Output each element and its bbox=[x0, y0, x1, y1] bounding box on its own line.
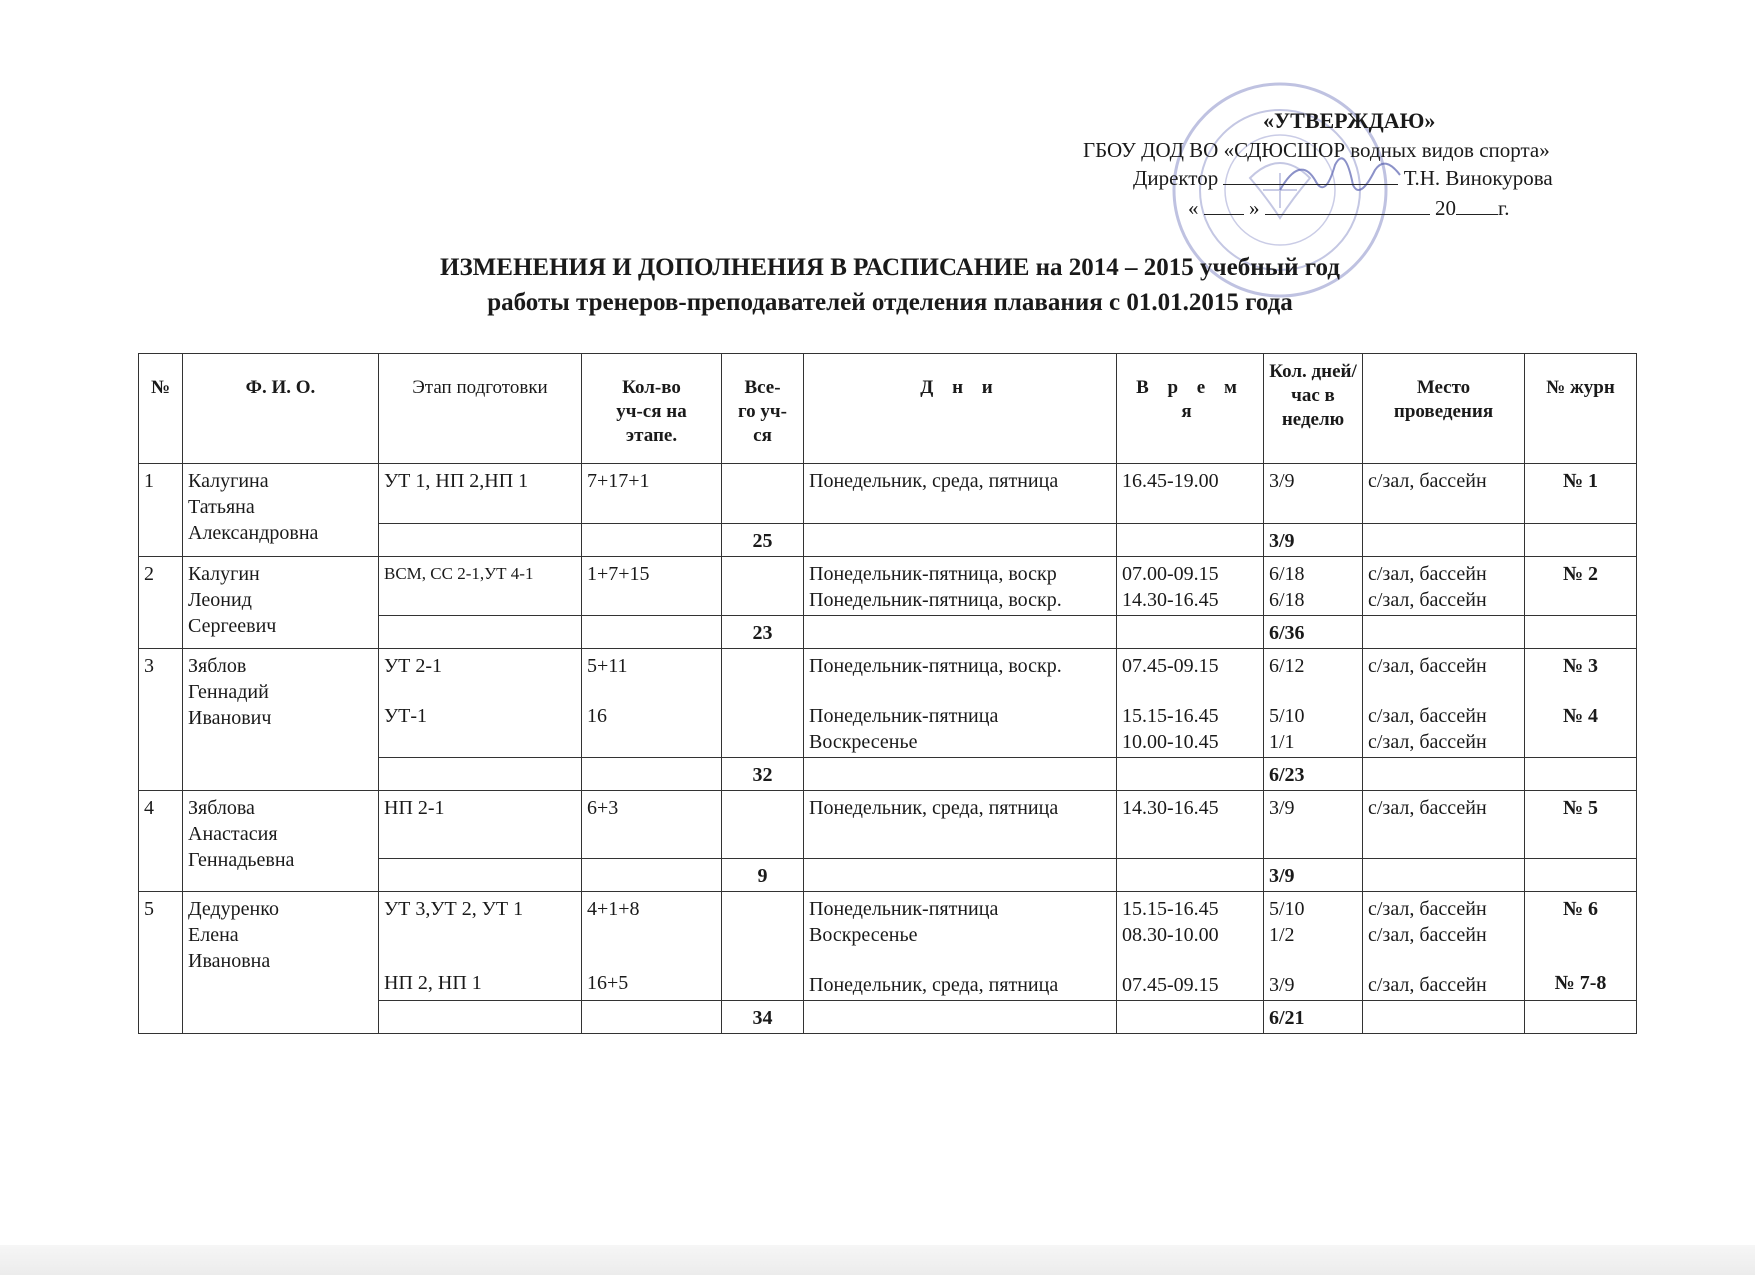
cell-time bbox=[1117, 557, 1264, 616]
name-line: Зяблова bbox=[188, 797, 255, 819]
total-cell-journal bbox=[1525, 524, 1637, 557]
days-line: Понедельник-пятница, воскр bbox=[809, 563, 1057, 585]
header-fio: Ф. И. О. bbox=[183, 354, 379, 464]
total-cell-count bbox=[582, 859, 722, 892]
table-header-row bbox=[139, 354, 1637, 464]
cell-journal bbox=[1525, 791, 1637, 859]
total-cell-time bbox=[1117, 859, 1264, 892]
cell-count bbox=[582, 892, 722, 1001]
total-cell-count bbox=[582, 616, 722, 649]
total-cell-journal bbox=[1525, 758, 1637, 791]
cell-place bbox=[1363, 892, 1525, 1001]
cell-time bbox=[1117, 464, 1264, 524]
place-line: с/зал, бассейн bbox=[1368, 563, 1487, 585]
name-line: Калугина bbox=[188, 470, 269, 492]
total-cell-count bbox=[582, 524, 722, 557]
table-body bbox=[139, 464, 1637, 1034]
date-open-quote: « bbox=[1188, 196, 1199, 220]
total-cell-time bbox=[1117, 758, 1264, 791]
journal-line: № 7-8 bbox=[1554, 972, 1607, 994]
time-line: 14.30-16.45 bbox=[1122, 589, 1219, 611]
cell-count bbox=[582, 464, 722, 524]
stage-line: УТ 3,УТ 2, УТ 1 bbox=[384, 898, 524, 920]
place-line: с/зал, бассейн bbox=[1368, 705, 1487, 727]
dh-line: 6/12 bbox=[1269, 655, 1305, 677]
journal-line: № 4 bbox=[1562, 705, 1599, 727]
schedule-table bbox=[138, 353, 1637, 1034]
stage-line: ВСМ, СС 2-1,УТ 4-1 bbox=[384, 564, 534, 583]
dh-line: 6/18 bbox=[1269, 589, 1305, 611]
stage-line: НП 2-1 bbox=[384, 797, 445, 819]
total-cell-stage bbox=[379, 524, 582, 557]
total-cell-count bbox=[582, 1001, 722, 1034]
time-line bbox=[1122, 948, 1258, 972]
total-cell-place bbox=[1363, 758, 1525, 791]
year-prefix: 20 bbox=[1435, 196, 1456, 220]
day-line bbox=[1204, 196, 1244, 215]
place-line bbox=[1368, 948, 1519, 972]
total-cell-journal bbox=[1525, 859, 1637, 892]
table-row bbox=[139, 791, 1637, 859]
cell-stage bbox=[379, 649, 582, 758]
total-cell-journal bbox=[1525, 1001, 1637, 1034]
count-line bbox=[587, 922, 716, 946]
days-line: Понедельник, среда, пятница bbox=[809, 797, 1059, 819]
journal-line: № 1 bbox=[1562, 470, 1599, 492]
cell-total bbox=[722, 464, 804, 524]
place-line: с/зал, бассейн bbox=[1368, 655, 1487, 677]
cell-place bbox=[1363, 791, 1525, 859]
days-line: Понедельник-пятница bbox=[809, 705, 999, 727]
place-line: с/зал, бассейн bbox=[1368, 898, 1487, 920]
total-cell-stage bbox=[379, 616, 582, 649]
table-row bbox=[139, 649, 1637, 758]
count-line bbox=[587, 679, 716, 703]
header-total: Все- го уч-ся bbox=[722, 354, 804, 464]
dh-line: 1/2 bbox=[1269, 924, 1295, 946]
header-journal: № журн bbox=[1525, 354, 1637, 464]
dh-line: 5/10 bbox=[1269, 705, 1305, 727]
signature-line bbox=[1223, 166, 1398, 185]
dh-line bbox=[1269, 948, 1357, 972]
total-cell-journal bbox=[1525, 616, 1637, 649]
total-cell-days bbox=[804, 758, 1117, 791]
name-line: Александровна bbox=[188, 522, 319, 544]
time-line: 15.15-16.45 bbox=[1122, 705, 1219, 727]
journal-line bbox=[1530, 679, 1631, 703]
total-cell-time bbox=[1117, 1001, 1264, 1034]
cell-place bbox=[1363, 464, 1525, 524]
cell-dh bbox=[1264, 557, 1363, 616]
name-line: Зяблов bbox=[188, 655, 247, 677]
name-line: Иванович bbox=[188, 707, 272, 729]
days-line: Понедельник, среда, пятница bbox=[809, 974, 1059, 996]
cell-name bbox=[183, 791, 379, 892]
cell-total bbox=[722, 649, 804, 758]
total-cell-dh: 6/36 bbox=[1264, 616, 1363, 649]
name-line: Анастасия bbox=[188, 823, 278, 845]
count-line: 16+5 bbox=[587, 972, 629, 994]
cell-num: 2 bbox=[139, 557, 183, 649]
place-line: с/зал, бассейн bbox=[1368, 731, 1487, 753]
time-line: 07.45-09.15 bbox=[1122, 974, 1219, 996]
time-line: 07.45-09.15 bbox=[1122, 655, 1219, 677]
cell-count bbox=[582, 791, 722, 859]
name-line: Ивановна bbox=[188, 950, 271, 972]
journal-line: № 6 bbox=[1562, 898, 1599, 920]
cell-journal bbox=[1525, 649, 1637, 758]
total-cell-total: 9 bbox=[722, 859, 804, 892]
days-line bbox=[809, 679, 1111, 703]
total-cell-count bbox=[582, 758, 722, 791]
director-name: Т.Н. Винокурова bbox=[1403, 166, 1553, 190]
total-cell-total: 32 bbox=[722, 758, 804, 791]
approval-title: «УТВЕРЖДАЮ» bbox=[1263, 108, 1436, 133]
cell-days bbox=[804, 464, 1117, 524]
dh-line: 3/9 bbox=[1269, 470, 1295, 492]
place-line bbox=[1368, 679, 1519, 703]
time-line: 10.00-10.45 bbox=[1122, 731, 1219, 753]
total-cell-dh: 3/9 bbox=[1264, 524, 1363, 557]
dh-line: 5/10 bbox=[1269, 898, 1305, 920]
total-cell-stage bbox=[379, 859, 582, 892]
cell-stage bbox=[379, 892, 582, 1001]
document-subtitle: работы тренеров-преподавателей отделения плавания с 01.01.2015 года bbox=[487, 289, 1293, 316]
table-row bbox=[139, 892, 1637, 1001]
cell-time bbox=[1117, 649, 1264, 758]
total-cell-stage bbox=[379, 758, 582, 791]
approval-org: ГБОУ ДОД ВО «СДЮСШОР водных видов спорта» bbox=[1083, 138, 1550, 162]
date-close-quote: » bbox=[1249, 196, 1260, 220]
cell-dh bbox=[1264, 892, 1363, 1001]
cell-days bbox=[804, 649, 1117, 758]
days-line: Понедельник-пятница, воскр. bbox=[809, 655, 1062, 677]
count-line bbox=[587, 946, 716, 970]
cell-count bbox=[582, 649, 722, 758]
name-line: Леонид bbox=[188, 589, 252, 611]
journal-line: № 5 bbox=[1562, 797, 1599, 819]
cell-journal bbox=[1525, 464, 1637, 524]
days-line: Понедельник, среда, пятница bbox=[809, 470, 1059, 492]
total-cell-stage bbox=[379, 1001, 582, 1034]
name-line: Геннадьевна bbox=[188, 849, 295, 871]
total-cell-place bbox=[1363, 1001, 1525, 1034]
cell-time bbox=[1117, 892, 1264, 1001]
time-line bbox=[1122, 679, 1258, 703]
cell-days bbox=[804, 791, 1117, 859]
cell-stage bbox=[379, 464, 582, 524]
cell-num: 5 bbox=[139, 892, 183, 1034]
stage-line bbox=[384, 946, 576, 970]
header-count-stage: Кол-во уч-ся на этапе. bbox=[582, 354, 722, 464]
name-line: Татьяна bbox=[188, 496, 255, 518]
cell-journal bbox=[1525, 557, 1637, 616]
cell-place bbox=[1363, 649, 1525, 758]
time-line: 07.00-09.15 bbox=[1122, 563, 1219, 585]
document-title: ИЗМЕНЕНИЯ И ДОПОЛНЕНИЯ В РАСПИСАНИЕ на 2014 – 2015 учебный год bbox=[440, 254, 1340, 281]
header-days-hours: Кол. дней/ час в неделю bbox=[1264, 354, 1363, 464]
journal-line bbox=[1530, 922, 1631, 946]
total-cell-dh: 6/23 bbox=[1264, 758, 1363, 791]
stage-line: УТ-1 bbox=[384, 705, 428, 727]
total-cell-days bbox=[804, 859, 1117, 892]
stage-line: УТ 1, НП 2,НП 1 bbox=[384, 470, 529, 492]
cell-dh bbox=[1264, 649, 1363, 758]
cell-name bbox=[183, 557, 379, 649]
count-line: 16 bbox=[587, 705, 607, 727]
time-line: 16.45-19.00 bbox=[1122, 470, 1219, 492]
header-time: В р е м я bbox=[1117, 354, 1264, 464]
place-line: с/зал, бассейн bbox=[1368, 470, 1487, 492]
cell-count bbox=[582, 557, 722, 616]
cell-total bbox=[722, 791, 804, 859]
year-suffix: г. bbox=[1498, 196, 1510, 220]
cell-stage bbox=[379, 791, 582, 859]
days-line: Понедельник-пятница bbox=[809, 898, 999, 920]
count-line: 6+3 bbox=[587, 797, 619, 819]
journal-line: № 3 bbox=[1562, 655, 1599, 677]
dh-line: 6/18 bbox=[1269, 563, 1305, 585]
stage-line: НП 2, НП 1 bbox=[384, 972, 482, 994]
cell-total bbox=[722, 557, 804, 616]
total-cell-days bbox=[804, 524, 1117, 557]
director-label: Директор bbox=[1133, 166, 1219, 190]
total-cell-time bbox=[1117, 616, 1264, 649]
count-line: 4+1+8 bbox=[587, 898, 640, 920]
total-cell-days bbox=[804, 616, 1117, 649]
total-cell-dh: 6/21 bbox=[1264, 1001, 1363, 1034]
year-line bbox=[1456, 196, 1498, 215]
days-line: Воскресенье bbox=[809, 731, 918, 753]
cell-days bbox=[804, 557, 1117, 616]
place-line: с/зал, бассейн bbox=[1368, 797, 1487, 819]
name-line: Калугин bbox=[188, 563, 260, 585]
total-cell-days bbox=[804, 1001, 1117, 1034]
cell-num: 4 bbox=[139, 791, 183, 892]
name-line: Сергеевич bbox=[188, 615, 277, 637]
days-line: Понедельник-пятница, воскр. bbox=[809, 589, 1062, 611]
time-line: 08.30-10.00 bbox=[1122, 924, 1219, 946]
time-line: 14.30-16.45 bbox=[1122, 797, 1219, 819]
name-line: Дедуренко bbox=[188, 898, 279, 920]
cell-place bbox=[1363, 557, 1525, 616]
name-line: Елена bbox=[188, 924, 239, 946]
header-stage: Этап подготовки bbox=[379, 354, 582, 464]
cell-days bbox=[804, 892, 1117, 1001]
approval-date bbox=[1188, 196, 1510, 221]
cell-dh bbox=[1264, 464, 1363, 524]
place-line: с/зал, бассейн bbox=[1368, 974, 1487, 996]
month-line bbox=[1265, 196, 1430, 215]
cell-name bbox=[183, 649, 379, 791]
total-cell-place bbox=[1363, 616, 1525, 649]
cell-journal bbox=[1525, 892, 1637, 1001]
journal-line: № 2 bbox=[1562, 563, 1599, 585]
total-cell-place bbox=[1363, 524, 1525, 557]
header-days: Д н и bbox=[804, 354, 1117, 464]
count-line: 7+17+1 bbox=[587, 470, 650, 492]
dh-line: 3/9 bbox=[1269, 974, 1295, 996]
cell-time bbox=[1117, 791, 1264, 859]
total-cell-time bbox=[1117, 524, 1264, 557]
cell-name bbox=[183, 892, 379, 1034]
header-place: Место проведения bbox=[1363, 354, 1525, 464]
journal-line bbox=[1530, 946, 1631, 970]
cell-name bbox=[183, 464, 379, 557]
table-row bbox=[139, 464, 1637, 524]
total-cell-total: 34 bbox=[722, 1001, 804, 1034]
days-line: Воскресенье bbox=[809, 924, 918, 946]
days-line bbox=[809, 948, 1111, 972]
count-line: 5+11 bbox=[587, 655, 628, 677]
time-line: 15.15-16.45 bbox=[1122, 898, 1219, 920]
stage-line bbox=[384, 679, 576, 703]
total-cell-total: 23 bbox=[722, 616, 804, 649]
header-num: № bbox=[139, 354, 183, 464]
cell-stage bbox=[379, 557, 582, 616]
place-line: с/зал, бассейн bbox=[1368, 589, 1487, 611]
name-line: Геннадий bbox=[188, 681, 269, 703]
cell-total bbox=[722, 892, 804, 1001]
dh-line: 3/9 bbox=[1269, 797, 1295, 819]
total-cell-dh: 3/9 bbox=[1264, 859, 1363, 892]
count-line: 1+7+15 bbox=[587, 563, 650, 585]
cell-num: 3 bbox=[139, 649, 183, 791]
total-cell-total: 25 bbox=[722, 524, 804, 557]
cell-num: 1 bbox=[139, 464, 183, 557]
approval-director bbox=[1133, 166, 1553, 191]
scan-edge bbox=[0, 1245, 1755, 1275]
dh-line bbox=[1269, 679, 1357, 703]
total-cell-place bbox=[1363, 859, 1525, 892]
cell-dh bbox=[1264, 791, 1363, 859]
table-row bbox=[139, 557, 1637, 616]
stage-line: УТ 2-1 bbox=[384, 655, 443, 677]
place-line: с/зал, бассейн bbox=[1368, 924, 1487, 946]
dh-line: 1/1 bbox=[1269, 731, 1295, 753]
stage-line bbox=[384, 922, 576, 946]
